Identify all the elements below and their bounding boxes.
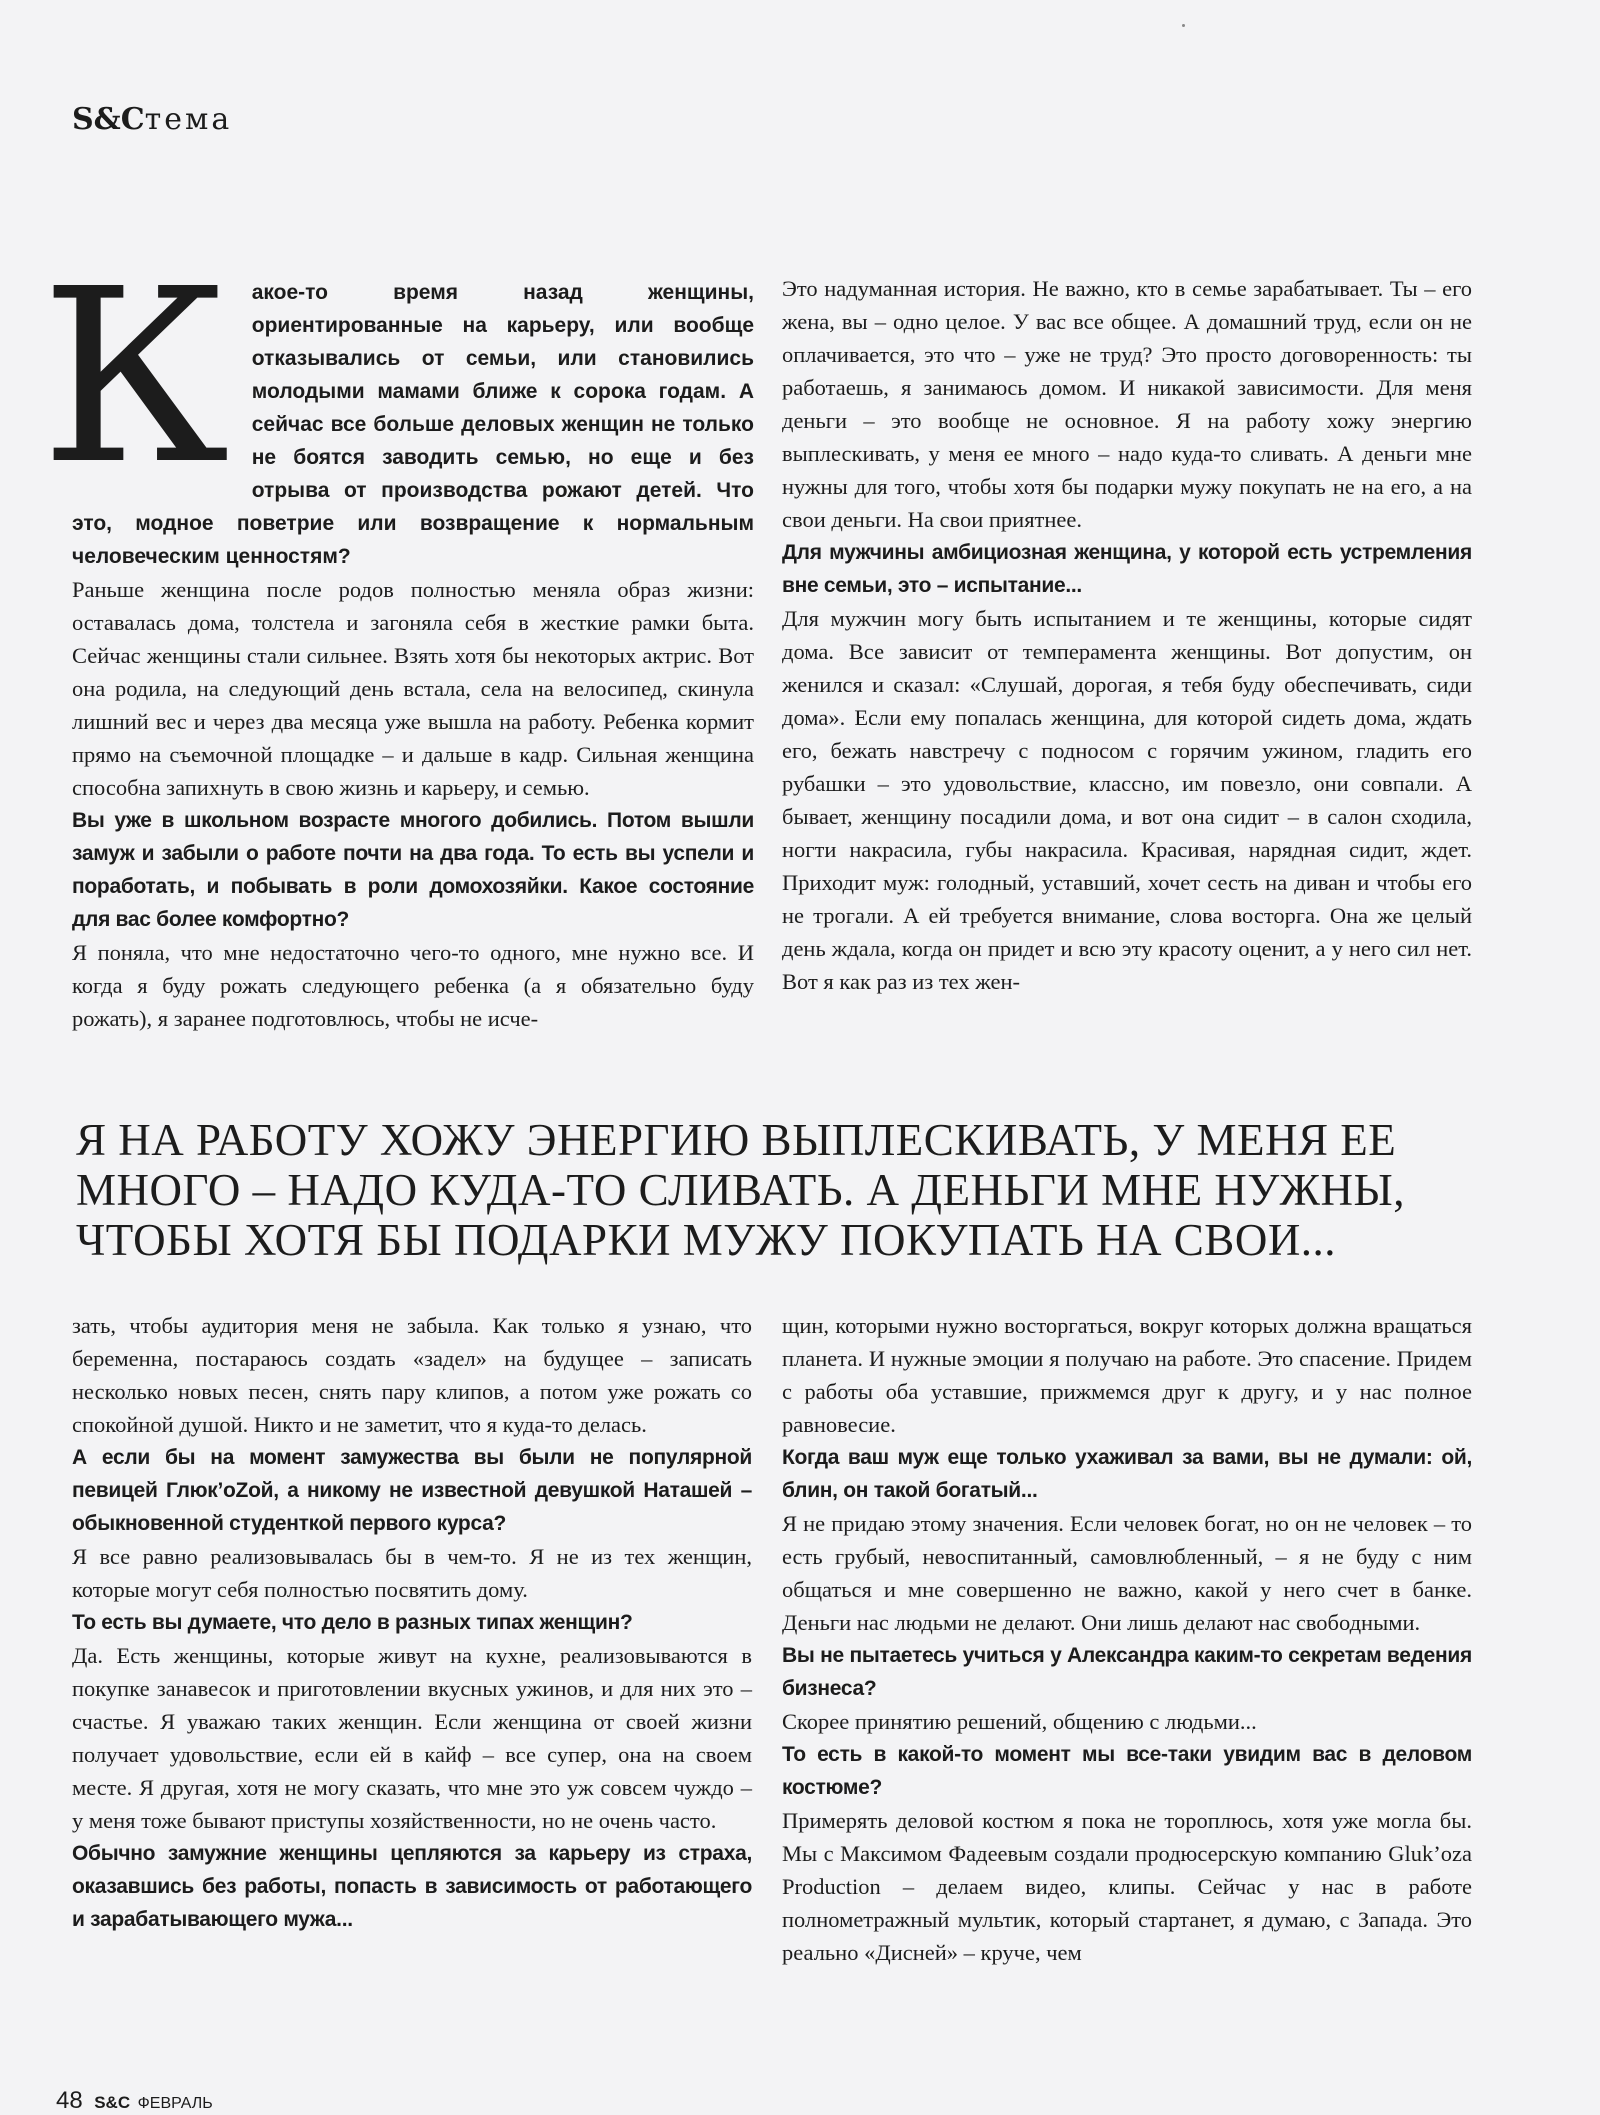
interview-answer: Я не придаю этому значения. Если человек богат, но он не человек – то есть грубый, невоспитанный, самовлюбленный, – я не буду с ним общаться и мне совершенно не важно, какой у него счет в банке. Деньги нас людьми не делают. Они лишь делают нас свободными.	[782, 1511, 1472, 1635]
interview-answer: зать, чтобы аудитория меня не забыла. Как только я узнаю, что беременна, постараюсь создать «задел» на будущее – записать несколько новых песен, снять пару клипов, а потом уже рожать со спокойной душой. Никто и не заметит, что я куда-то делась.	[72, 1313, 752, 1437]
intro-text: акое-то время назад женщины, ориентированные на карьеру, или вообще отказывались от семьи, или становились молодыми мамами ближе к сорока годам. А сейчас все больше деловых женщин не только не боятся заводить семью, но еще и без отрыва от производства рожают детей. Что это, модное поветрие или возвращение к нормальным человеческим ценностям?	[72, 281, 754, 568]
interview-question: То есть вы думаете, что дело в разных типах женщин?	[72, 1611, 633, 1634]
interview-question: Вы не пытаетесь учиться у Александра каким-то секретам ведения бизнеса?	[782, 1644, 1472, 1700]
column-top-left	[40, 237, 754, 1035]
article-intro	[40, 237, 754, 573]
column-top-right	[782, 272, 1472, 998]
drop-cap: К	[40, 237, 230, 517]
column-body	[782, 272, 1472, 998]
interview-answer: Я поняла, что мне недостаточно чего-то одного, мне нужно все. И когда я буду рожать следующего ребенка (а я обязательно буду рожать), я заранее подготовлюсь, чтобы не исче-	[72, 940, 754, 1031]
interview-answer: Скорее принятию решений, общению с людьми...	[782, 1709, 1257, 1734]
column-bottom-left	[72, 1309, 752, 1936]
magazine-brand: S&C	[72, 102, 145, 137]
interview-question: Когда ваш муж еще только ухаживал за вами, вы не думали: ой, блин, он такой богатый...	[782, 1446, 1472, 1502]
interview-question: То есть в какой-то момент мы все-таки увидим вас в деловом костюме?	[782, 1743, 1472, 1799]
pull-quote: Я НА РАБОТУ ХОЖУ ЭНЕРГИЮ ВЫПЛЕСКИВАТЬ, У МЕНЯ ЕЕ МНОГО – НАДО КУДА-ТО СЛИВАТЬ. А ДЕНЬГИ МНЕ НУЖНЫ, ЧТОБЫ ХОТЯ БЫ ПОДАРКИ МУЖУ ПОКУПАТЬ НА СВОИ...	[76, 1115, 1405, 1265]
interview-question: А если бы на момент замужества вы были не популярной певицей Глюк’oZой, а никому не известной девушкой Наташей – обыкновенной студенткой первого курса?	[72, 1446, 752, 1535]
section-rubric	[72, 102, 232, 137]
column-body	[72, 573, 754, 1035]
interview-answer: Примерять деловой костюм я пока не тороплюсь, хотя уже могла бы. Мы с Максимом Фадеевым создали продюсерскую компанию Gluk’oza Production – делаем видео, клипы. Сейчас у нас в работе полнометражный мультик, который стартанет, я думаю, с Запада. Это реально «Дисней» – круче, чем	[782, 1808, 1472, 1965]
interview-answer: Для мужчин могу быть испытанием и те женщины, которые сидят дома. Все зависит от темперамента женщины. Вот допустим, он женился и сказал: «Слушай, дорогая, я тебя буду обеспечивать, сиди дома». Если ему попалась женщина, для которой сидеть дома, ждать его, бежать навстречу с подносом с горячим ужином, гладить его рубашки – это удовольствие, классно, им повезло, они совпали. А бывает, женщину посадили дома, и вот она сидит – в салон сходила, ногти накрасила, губы накрасила. Красивая, нарядная сидит, ждет. Приходит муж: голодный, уставший, хочет сесть на диван и чтобы его не трогали. А ей требуется внимание, слова восторга. Она же целый день ждала, когда он придет и всю эту красоту оценит, а у него сил нет. Вот я как раз из тех жен-	[782, 606, 1472, 994]
interview-answer: Я все равно реализовывалась бы в чем-то. Я не из тех женщин, которые могут себя полностью посвятить дому.	[72, 1544, 752, 1602]
column-bottom-right	[782, 1309, 1472, 1969]
page-footer	[56, 2087, 213, 2115]
interview-answer: Это надуманная история. Не важно, кто в семье зарабатывает. Ты – его жена, вы – одно целое. У вас все общее. А домашний труд, если он не оплачивается, это что – уже не труд? Это просто договоренность: ты работаешь, я занимаюсь домом. И никакой зависимости. Для меня деньги – это вообще не основное. Я на работу хожу энергию выплескивать, у меня ее много – надо куда-то сливать. А деньги мне нужны для того, чтобы хотя бы подарки мужу покупать не на его, а на свои деньги. На свои приятнее.	[782, 276, 1472, 532]
interview-answer: Да. Есть женщины, которые живут на кухне, реализовываются в покупке занавесок и приготовлении вкусных ужинов, и для них это – счастье. Я уважаю таких женщин. Если женщина от своей жизни получает удовольствие, если ей в кайф – все супер, она на своем месте. Я другая, хотя не могу сказать, что мне это уж совсем чуждо – у меня тоже бывают приступы хозяйственности, но не очень часто.	[72, 1643, 752, 1833]
footer-brand: S&C	[94, 2093, 131, 2112]
interview-question: Вы уже в школьном возрасте многого добились. Потом вышли замуж и забыли о работе почти на два года. То есть вы успели и поработать, и побывать в роли домохозяйки. Какое состояние для вас более комфортно?	[72, 809, 754, 931]
interview-question: Для мужчины амбициозная женщина, у которой есть устремления вне семьи, это – испытание...	[782, 541, 1472, 597]
interview-answer: Раньше женщина после родов полностью меняла образ жизни: оставалась дома, толстела и загоняла себя в жесткие рамки быта. Сейчас женщины стали сильнее. Взять хотя бы некоторых актрис. Вот она родила, на следующий день встала, села на велосипед, скинула лишний вес и через два месяца уже вышла на работу. Ребенка кормит прямо на съемочной площадке – и дальше в кадр. Сильная женщина способна запихнуть в свою жизнь и карьеру, и семью.	[72, 577, 754, 800]
scan-speck	[1182, 24, 1185, 27]
page-number: 48	[56, 2087, 83, 2114]
column-body	[72, 1309, 752, 1936]
rubric-label: тема	[144, 102, 233, 137]
interview-answer: щин, которыми нужно восторгаться, вокруг которых должна вращаться планета. И нужные эмоции я получаю на работе. Это спасение. Придем с работы оба уставшие, прижмемся друг к другу, и у нас полное равновесие.	[782, 1313, 1472, 1437]
column-body	[782, 1309, 1472, 1969]
issue-month: ФЕВРАЛЬ	[137, 2095, 213, 2112]
interview-question: Обычно замужние женщины цепляются за карьеру из страха, оказавшись без работы, попасть в зависимость от работающего и зарабатывающего мужа...	[72, 1842, 752, 1931]
